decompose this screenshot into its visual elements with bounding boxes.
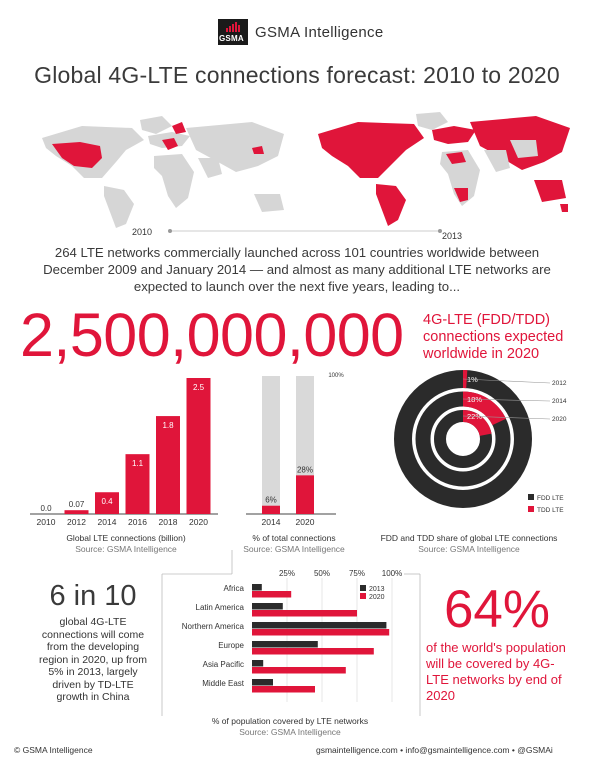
chart4-bar-2013 xyxy=(252,622,386,629)
chart1-title: Global LTE connections (billion) xyxy=(66,533,186,543)
chart4-category-label: Latin America xyxy=(195,603,244,612)
intro-text: 264 LTE networks commercially launched across 101 countries worldwide between December 2009 and January 2014 — and almost as many additional LTE networks are expected to launch over the next five years, leading to... xyxy=(43,245,551,294)
connections-big-number: 2,500,000,000 xyxy=(20,301,404,369)
chart4-legend-label: 2013 xyxy=(369,586,385,593)
chart4-category-label: Europe xyxy=(218,641,244,650)
map-year-start: 2010 xyxy=(132,227,153,237)
logo-bars-icon xyxy=(226,22,242,32)
chart4-caption xyxy=(180,716,400,738)
chart4-bar-2013 xyxy=(252,584,262,591)
chart3-data-label: 18% xyxy=(467,395,483,404)
chart1-tick-label: 2010 xyxy=(36,517,56,527)
fdd-tdd-chart xyxy=(394,370,584,530)
chart4-bar-2020 xyxy=(252,629,389,636)
six-in-ten-heading: 6 in 10 xyxy=(49,580,137,612)
brand-name: GSMA Intelligence xyxy=(255,23,384,41)
page-title: Global 4G-LTE connections forecast: 2010 to 2020 xyxy=(34,62,560,88)
chart1-data-label: 1.1 xyxy=(131,459,144,469)
chart3-data-label: 22% xyxy=(467,412,483,421)
footer-contact: gsmaintelligence.com • info@gsmaintelligence.com • @GSMAi xyxy=(316,745,553,755)
chart4-bar-2020 xyxy=(252,686,315,693)
chart4-legend-swatch xyxy=(360,593,366,599)
chart2-title: % of total connections xyxy=(252,533,336,543)
chart1-data-label: 0.07 xyxy=(68,500,85,510)
chart1-data-label: 1.8 xyxy=(162,421,174,431)
chart2-tick-label: 2020 xyxy=(295,517,315,527)
chart1-tick-label: 2020 xyxy=(189,517,208,527)
chart2-source: Source: GSMA Intelligence xyxy=(243,544,345,554)
chart4-bar-2020 xyxy=(252,648,374,655)
logo-text: GSMA xyxy=(219,34,244,43)
chart4-tick-label: 25% xyxy=(278,569,296,578)
chart4-tick-label: 75% xyxy=(348,569,366,578)
footer-copyright: © GSMA Intelligence xyxy=(14,745,93,755)
chart4-bar-2020 xyxy=(252,667,346,674)
chart2-data-label: 6% xyxy=(265,495,277,505)
chart4-tick-label: 50% xyxy=(313,569,331,578)
chart4-tick-label: 100% xyxy=(381,569,403,578)
connections-caption: 4G-LTE (FDD/TDD) connections expected worldwide in 2020 xyxy=(423,312,564,362)
chart3-legend-fdd-swatch xyxy=(528,494,534,500)
chart3-source: Source: GSMA Intelligence xyxy=(418,544,520,554)
chart3-legend-tdd: TDD LTE xyxy=(537,507,564,514)
chart4-category-label: Africa xyxy=(223,584,244,593)
coverage-text: of the world's population will be covered by 4G-LTE networks by end of 2020 xyxy=(426,640,566,703)
chart1-bar xyxy=(65,510,89,514)
chart4-title: % of population covered by LTE networks xyxy=(211,716,369,726)
chart4-bar-2013 xyxy=(252,660,263,667)
chart1-tick-label: 2016 xyxy=(128,517,147,527)
chart4-bar-2013 xyxy=(252,641,318,648)
coverage-big-percent: 64% xyxy=(443,580,551,639)
gsma-logo xyxy=(218,19,248,45)
chart1-bar xyxy=(156,416,180,514)
map-year-end: 2013 xyxy=(442,231,463,240)
chart4-category-label: Middle East xyxy=(202,679,244,688)
chart4-legend-label: 2020 xyxy=(369,594,385,601)
chart1-tick-label: 2014 xyxy=(97,517,117,527)
share-connections-chart xyxy=(246,368,346,530)
map-2010 xyxy=(42,116,284,228)
chart4-bar-2013 xyxy=(252,679,273,686)
chart3-legend-tdd-swatch xyxy=(528,506,534,512)
chart2-bar-track xyxy=(262,376,280,514)
chart3-data-label: 1% xyxy=(467,375,478,384)
six-in-ten-text: global 4G-LTE connections will come from the developing region in 2020, up from 5% in 2013, largely driven by TD-LTE growth in China xyxy=(39,616,147,703)
chart2-tick-label: 2014 xyxy=(261,517,281,527)
chart3-legend-fdd: FDD LTE xyxy=(537,495,564,502)
world-maps xyxy=(22,100,582,240)
chart3-ring-label: 2014 xyxy=(552,398,567,405)
chart3-ring-label: 2020 xyxy=(552,416,567,423)
chart2-max-label: 100% xyxy=(328,373,344,379)
chart2-bar xyxy=(262,506,280,514)
lte-connections-chart xyxy=(28,368,224,530)
chart1-data-label: 0.4 xyxy=(101,497,113,507)
chart1-source: Source: GSMA Intelligence xyxy=(75,544,177,554)
coverage-chart xyxy=(170,566,410,714)
map-2013 xyxy=(318,112,570,226)
chart2-bar xyxy=(296,475,314,514)
chart3-ring-label: 2012 xyxy=(552,380,567,387)
chart4-bar-2020 xyxy=(252,610,357,617)
chart4-source: Source: GSMA Intelligence xyxy=(239,727,341,737)
brand-header xyxy=(218,18,418,46)
chart4-category-label: Northern America xyxy=(181,622,244,631)
chart4-legend-swatch xyxy=(360,585,366,591)
chart1-data-label: 2.5 xyxy=(192,383,205,392)
chart4-bar-2013 xyxy=(252,603,283,610)
chart1-tick-label: 2018 xyxy=(158,517,178,527)
chart4-bar-2020 xyxy=(252,591,291,598)
chart3-title: FDD and TDD share of global LTE connections xyxy=(380,533,558,543)
chart1-tick-label: 2012 xyxy=(67,517,86,527)
chart2-data-label: 28% xyxy=(296,465,314,475)
chart1-bar xyxy=(187,378,211,514)
chart4-category-label: Asia Pacific xyxy=(202,660,244,669)
chart1-data-label: 0.0 xyxy=(40,504,52,513)
